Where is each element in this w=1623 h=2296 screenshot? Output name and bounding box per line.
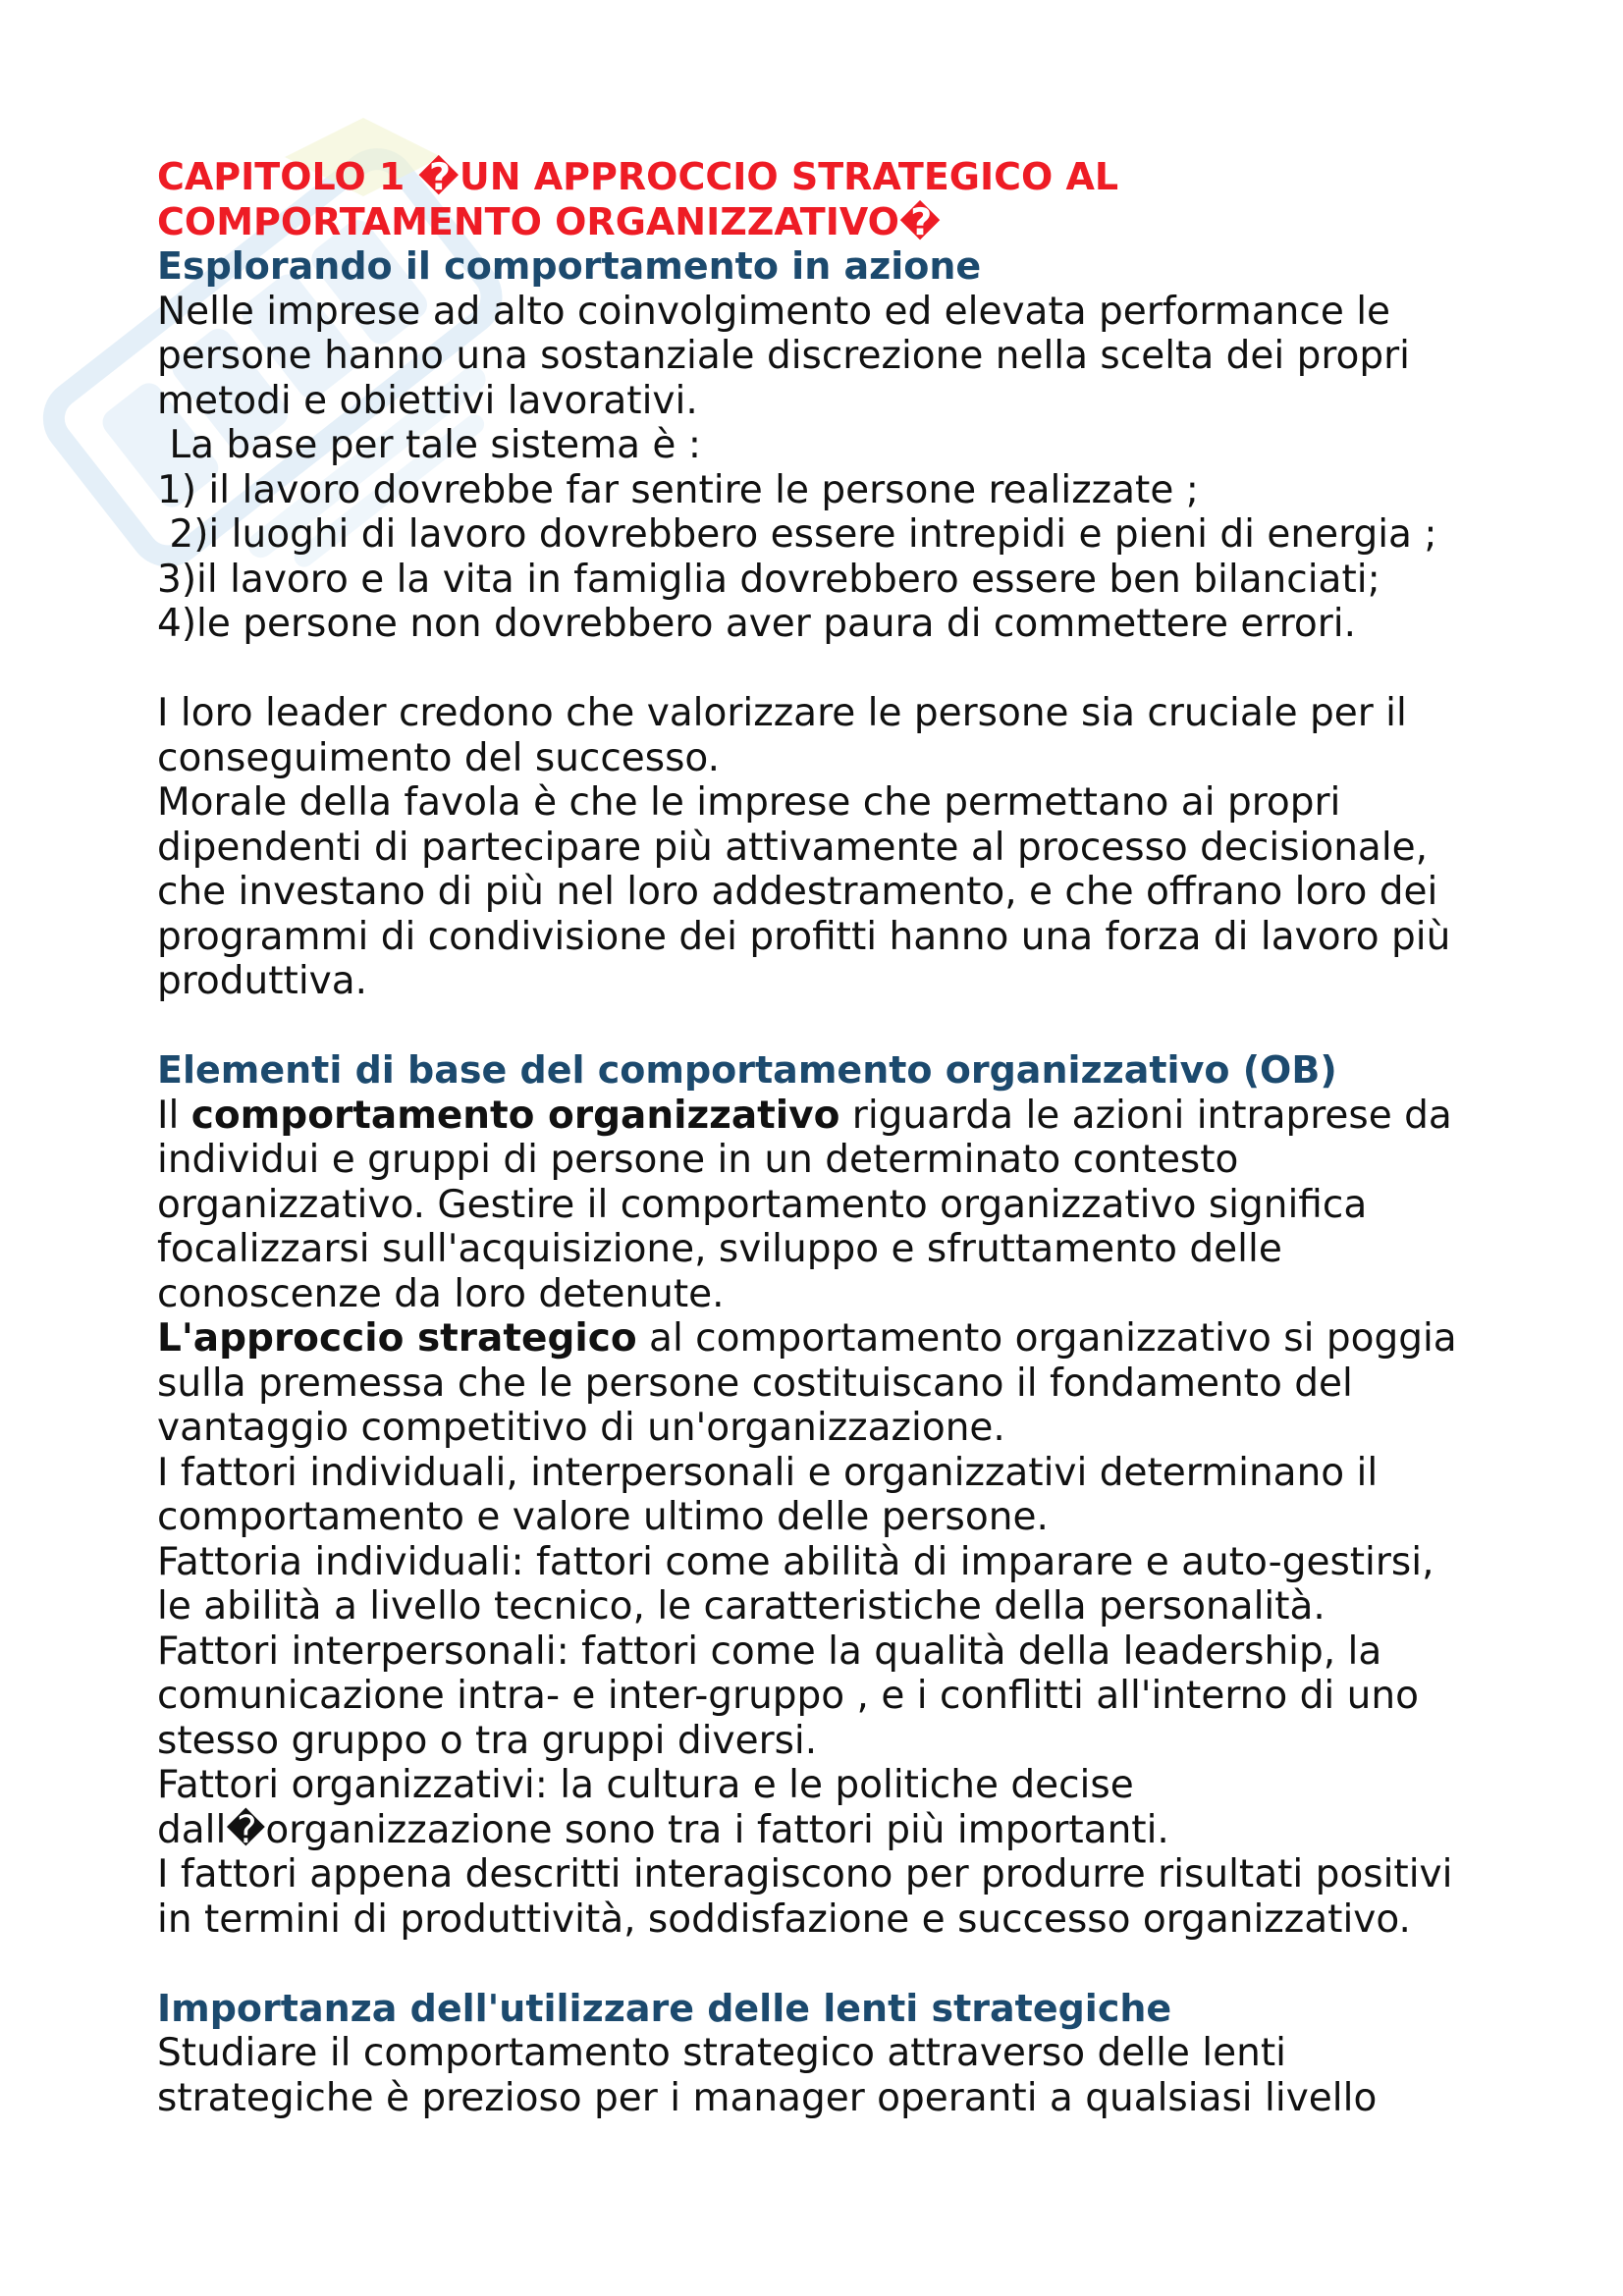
paragraph-line: dipendenti di partecipare più attivamente al processo decisionale, (157, 825, 1429, 870)
paragraph-line: I fattori individuali, interpersonali e organizzativi determinano il (157, 1450, 1379, 1495)
paragraph-line: Fattori interpersonali: fattori come la qualità della leadership, la (157, 1629, 1382, 1674)
paragraph-line: Fattoria individuali: fattori come abilità di imparare e auto-gestirsi, (157, 1539, 1434, 1584)
paragraph-line: sulla premessa che le persone costituiscano il fondamento del (157, 1361, 1353, 1406)
paragraph-line: I fattori appena descritti interagiscono per produrre risultati positivi (157, 1852, 1453, 1896)
text-run: Il (157, 1093, 191, 1138)
paragraph-line: I loro leader credono che valorizzare le persone sia cruciale per il (157, 691, 1407, 735)
paragraph-line: metodi e obiettivi lavorativi. (157, 378, 698, 423)
section-heading-ob-basics: Elementi di base del comportamento organizzativo (OB) (157, 1048, 1337, 1092)
document-page (157, 155, 1512, 2120)
paragraph-line: Studiare il comportamento strategico attraverso delle lenti (157, 2031, 1286, 2075)
paragraph-line: comportamento e valore ultimo delle persone. (157, 1495, 1049, 1539)
list-item: 4)le persone non dovrebbero aver paura di commettere errori. (157, 602, 1356, 646)
list-item: 3)il lavoro e la vita in famiglia dovrebbero essere ben bilanciati; (157, 557, 1380, 602)
chapter-title-line-1: CAPITOLO 1 �UN APPROCCIO STRATEGICO AL (157, 155, 1119, 198)
paragraph-line: strategiche è prezioso per i manager operanti a qualsiasi livello (157, 2075, 1378, 2120)
paragraph-line: che investano di più nel loro addestramento, e che offrano loro dei (157, 870, 1438, 914)
paragraph-line: Fattori organizzativi: la cultura e le politiche decise (157, 1763, 1134, 1807)
paragraph-line: persone hanno una sostanziale discrezione nella scelta dei propri (157, 334, 1411, 378)
list-item: 1) il lavoro dovrebbe far sentire le persone realizzate ; (157, 467, 1199, 512)
section-3-body (157, 2031, 1512, 2120)
paragraph-line: vantaggio competitivo di un'organizzazione. (157, 1406, 1005, 1450)
text-run: riguarda le azioni intraprese da (839, 1093, 1452, 1138)
paragraph-line: le abilità a livello tecnico, le caratteristiche della personalità. (157, 1584, 1325, 1629)
paragraph-line: La base per tale sistema è : (157, 423, 701, 467)
section-1-body (157, 290, 1512, 1004)
paragraph-line: conoscenze da loro detenute. (157, 1271, 725, 1316)
section-2-body (157, 1094, 1512, 1943)
key-term: comportamento organizzativo (190, 1093, 840, 1138)
paragraph-line: Morale della favola è che le imprese che permettano ai propri (157, 780, 1341, 825)
section-heading-strategic-lenses: Importanza dell'utilizzare delle lenti strategiche (157, 1986, 1172, 2030)
paragraph-line: focalizzarsi sull'acquisizione, sviluppo e sfruttamento delle (157, 1227, 1282, 1271)
text-run: al comportamento organizzativo si poggia (636, 1316, 1457, 1361)
paragraph-line: produttiva. (157, 959, 368, 1003)
paragraph-line (157, 1316, 1512, 1362)
section-gap (157, 1942, 1512, 1987)
paragraph-line: individui e gruppi di persone in un determinato contesto (157, 1138, 1239, 1182)
paragraph-line (157, 1094, 1512, 1139)
chapter-title-line-2: COMPORTAMENTO ORGANIZZATIVO� (157, 199, 942, 243)
paragraph-line: Nelle imprese ad alto coinvolgimento ed elevata performance le (157, 289, 1391, 334)
list-item: 2)i luoghi di lavoro dovrebbero essere intrepidi e pieni di energia ; (157, 512, 1437, 557)
paragraph-line: conseguimento del successo. (157, 735, 721, 780)
paragraph-gap (157, 647, 1512, 692)
section-heading-behavior-in-action: Esplorando il comportamento in azione (157, 244, 982, 288)
key-term: L'approccio strategico (157, 1316, 637, 1361)
paragraph-line: organizzativo. Gestire il comportamento organizzativo significa (157, 1182, 1368, 1227)
paragraph-line: comunicazione intra- e inter-gruppo , e i conflitti all'interno di uno (157, 1674, 1419, 1718)
section-gap (157, 1004, 1512, 1049)
paragraph-line: programmi di condivisione dei profitti hanno una forza di lavoro più (157, 914, 1451, 959)
paragraph-line: dall�organizzazione sono tra i fattori più importanti. (157, 1807, 1169, 1852)
paragraph-line: stesso gruppo o tra gruppi diversi. (157, 1718, 818, 1763)
paragraph-line: in termini di produttività, soddisfazione e successo organizzativo. (157, 1896, 1411, 1942)
